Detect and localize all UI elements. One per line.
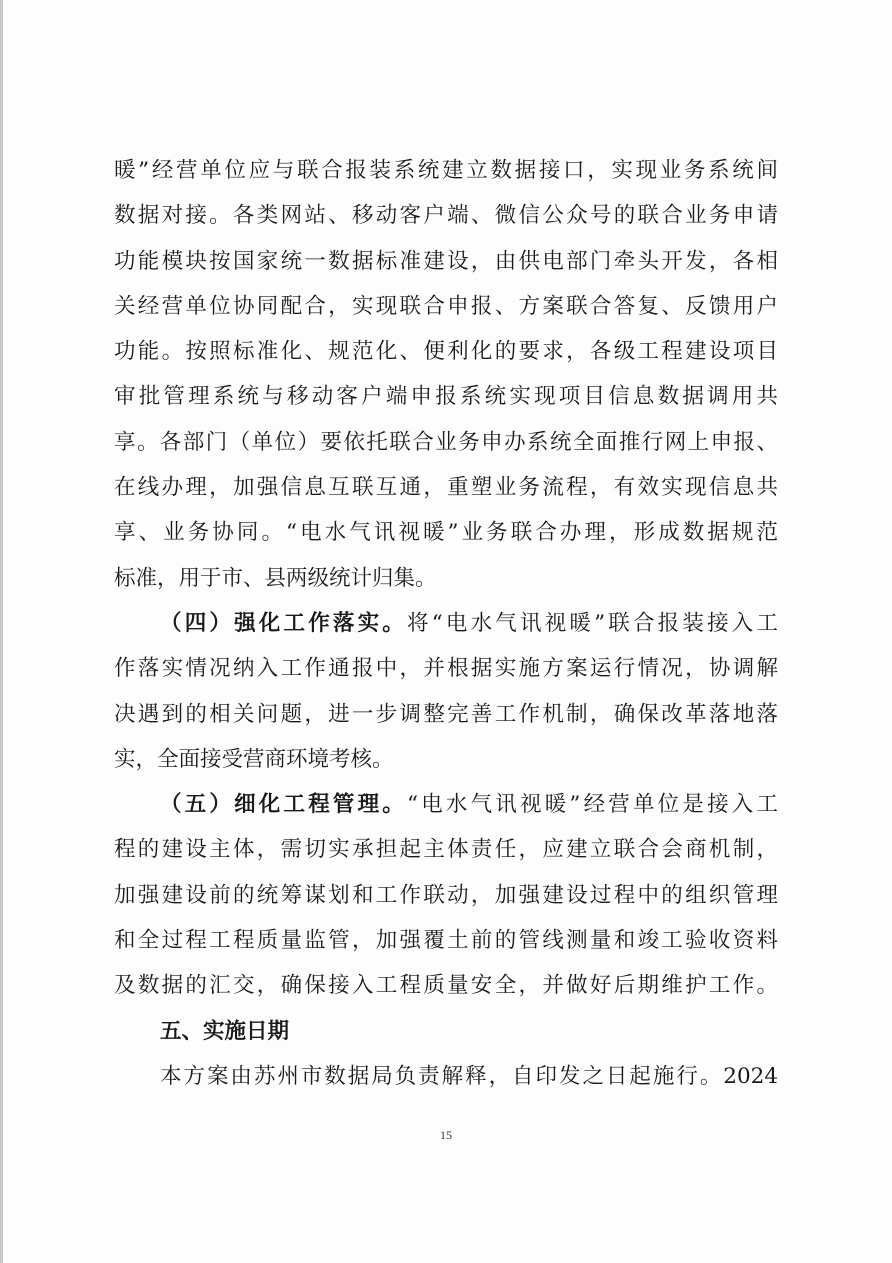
text-line: 决遇到的相关问题，进一步调整完善工作机制，确保改革落地落 [114, 701, 778, 727]
section-4-first-line [114, 601, 778, 646]
scan-edge [0, 0, 3, 1263]
text-line: 暖”经营单位应与联合报装系统建立数据接口，实现业务系统间 [114, 158, 778, 183]
text-line: 功能。按照标准化、规范化、便利化的要求，各级工程建设项目 [114, 339, 778, 365]
section-4-text: 将“电水气讯视暖”联合报装接入工 [407, 610, 778, 636]
text-line: 及数据的汇交，确保接入工程质量安全，并做好后期维护工作。 [114, 973, 778, 999]
section-4-heading: （四）强化工作落实。 [160, 610, 407, 636]
text-line: 和全过程工程质量监管，加强覆土前的管线测量和竣工验收资料 [114, 928, 778, 954]
body-text [114, 148, 778, 1099]
text-line: 数据对接。各类网站、移动客户端、微信公众号的联合业务申请 [114, 203, 778, 229]
section-5-heading: （五）细化工程管理。 [160, 792, 407, 818]
chapter-heading: 五、实施日期 [160, 1018, 290, 1044]
text-line: 享、业务协同。“电水气讯视暖”业务联合办理，形成数据规范 [114, 520, 778, 546]
text-line: 享。各部门（单位）要依托联合业务申办系统全面推行网上申报、 [114, 429, 778, 455]
text-line: 程的建设主体，需切实承担起主体责任，应建立联合会商机制， [114, 837, 778, 863]
text-line: 功能模块按国家统一数据标准建设，由供电部门牵头开发，各相 [114, 248, 778, 274]
section-5-text: “电水气讯视暖”经营单位是接入工 [407, 792, 778, 818]
text-line: 实，全面接受营商环境考核。 [114, 746, 394, 772]
section-5-first-line [114, 782, 778, 827]
text-line: 在线办理，加强信息互联互通，重塑业务流程，有效实现信息共 [114, 475, 778, 501]
text-line: 本方案由苏州市数据局负责解释，自印发之日起施行。2024 [160, 1063, 778, 1089]
page-number: 15 [440, 1128, 452, 1142]
text-line: 关经营单位协同配合，实现联合申报、方案联合答复、反馈用户 [114, 293, 778, 319]
text-line: 加强建设前的统筹谋划和工作联动，加强建设过程中的组织管理 [114, 882, 778, 908]
text-line: 审批管理系统与移动客户端申报系统实现项目信息数据调用共 [114, 384, 778, 410]
text-line: 作落实情况纳入工作通报中，并根据实施方案运行情况，协调解 [114, 656, 778, 682]
text-line: 标准，用于市、县两级统计归集。 [114, 565, 437, 591]
